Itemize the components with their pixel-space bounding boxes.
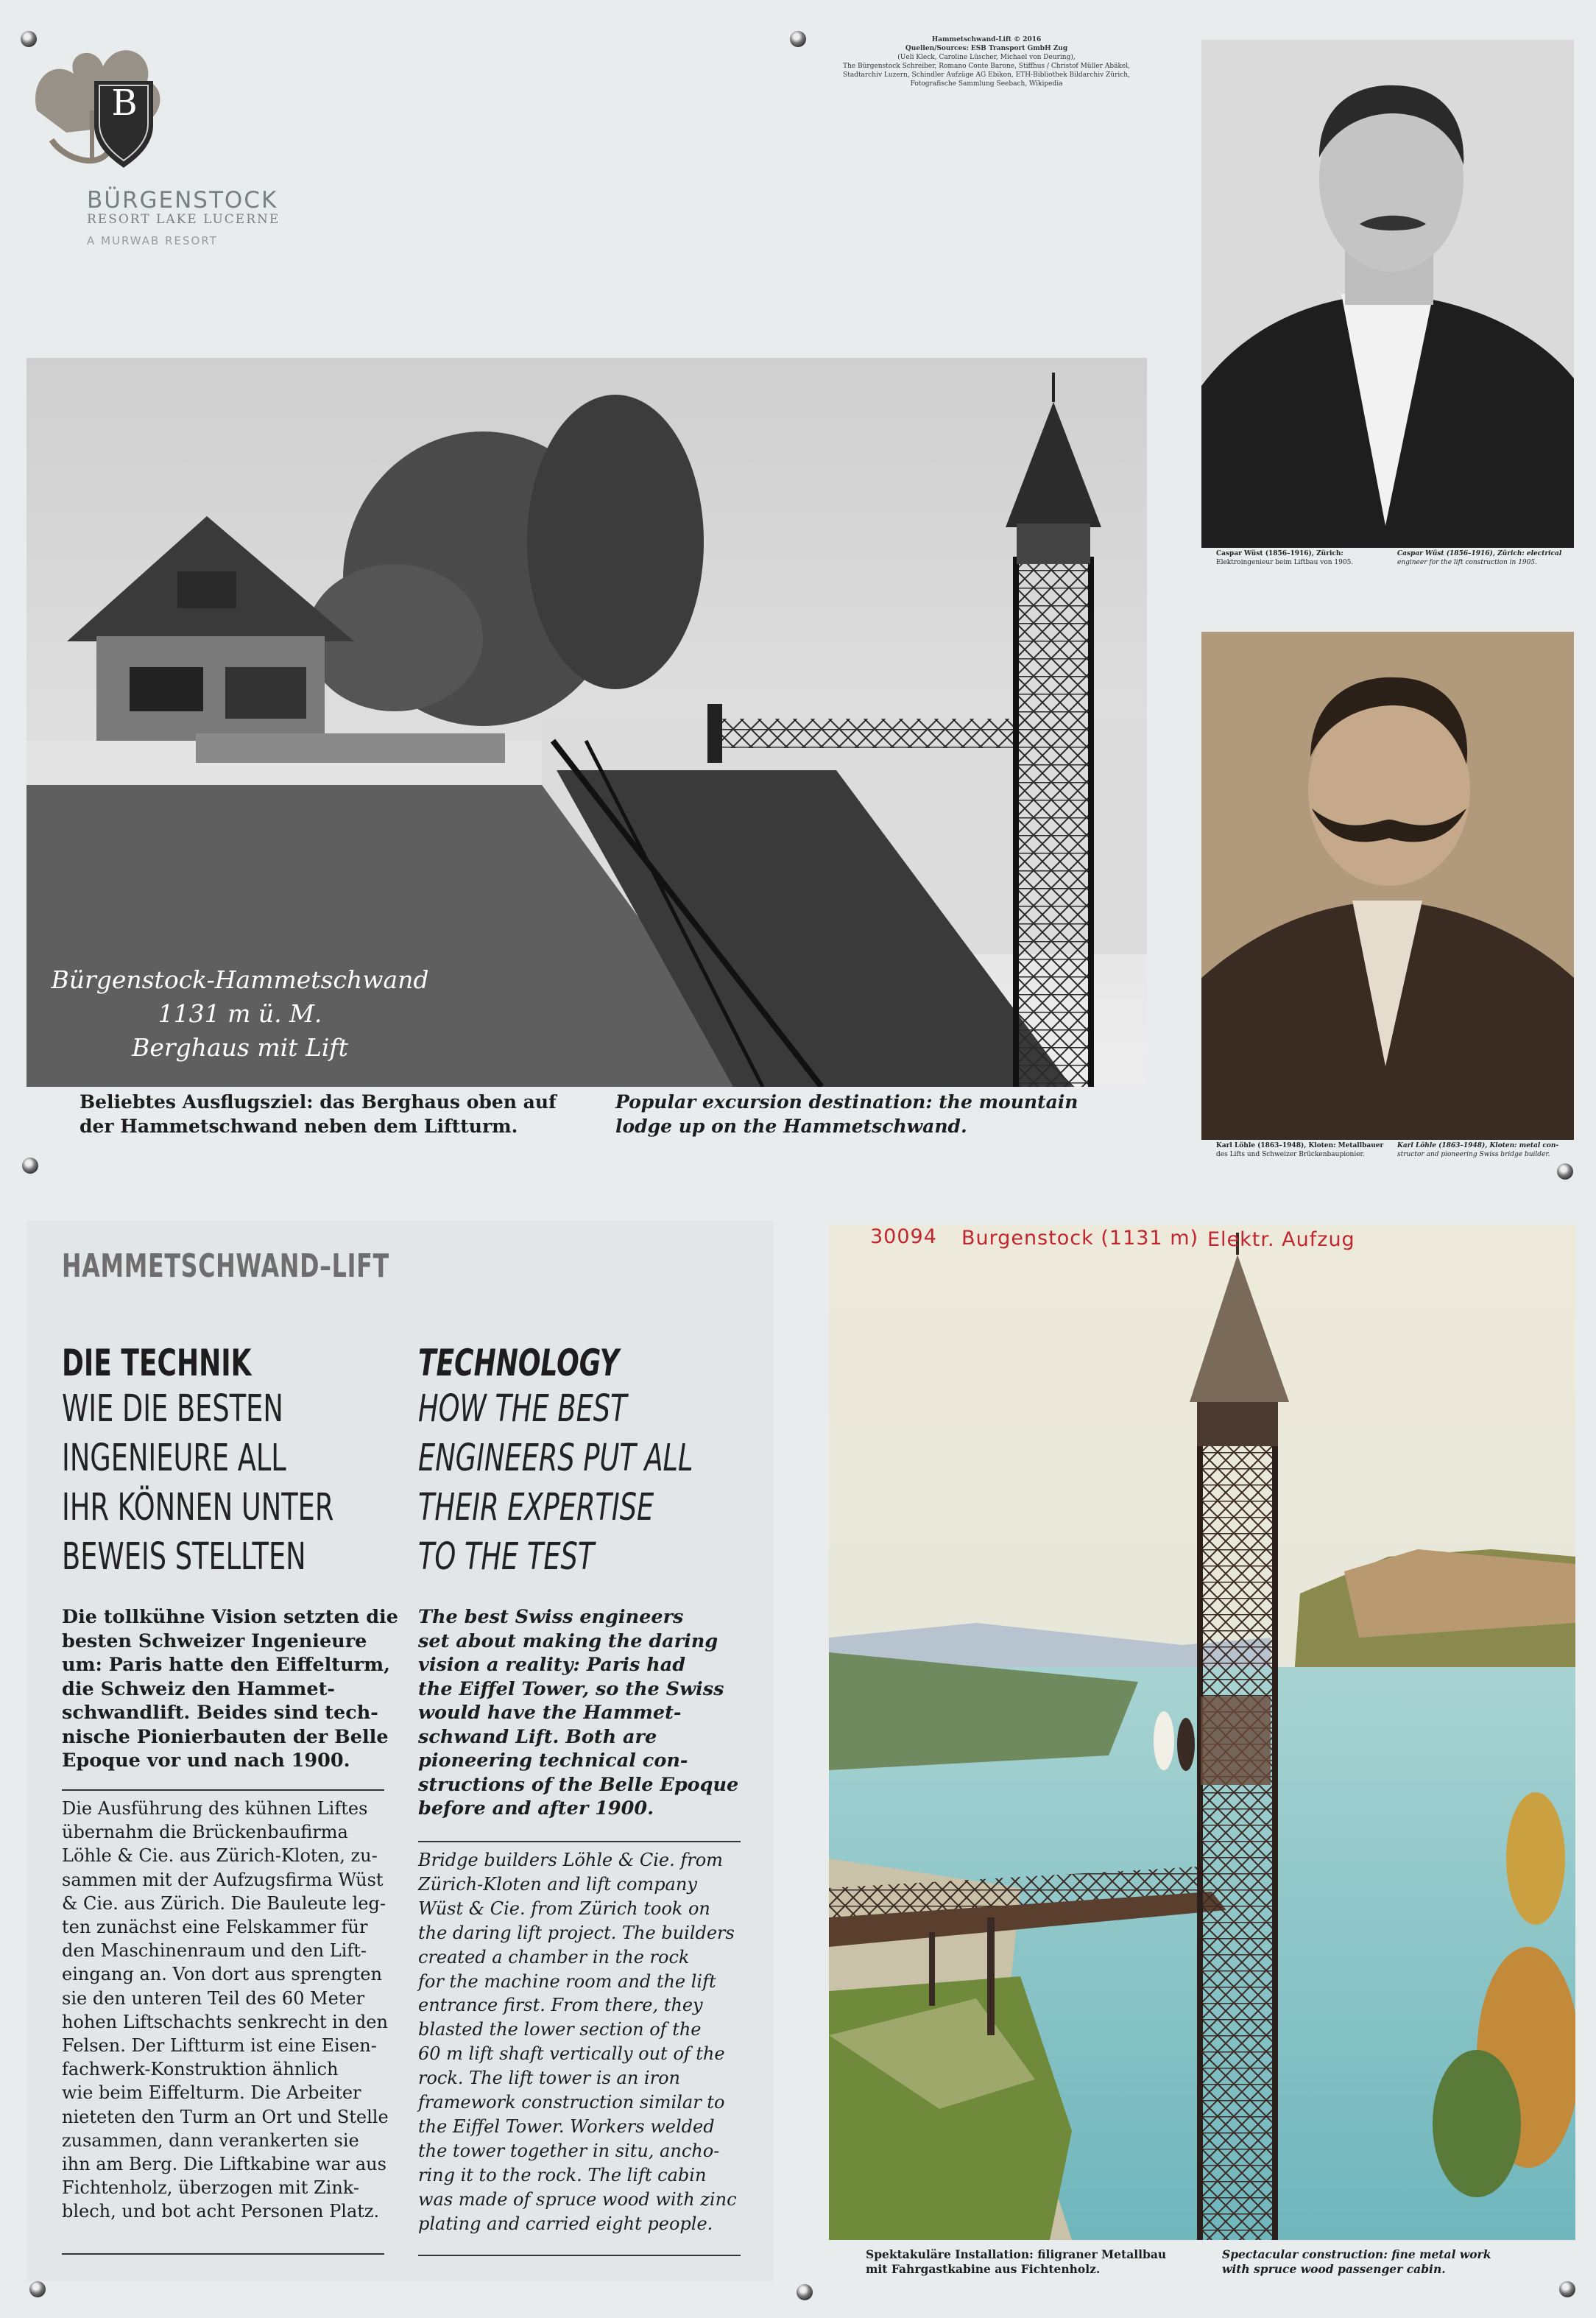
body-line: blech, und bot acht Personen Platz. — [62, 2201, 380, 2222]
body-line: ten zunächst eine Felskammer für — [62, 1917, 368, 1938]
caption-line: mit Fahrgastkabine aus Fichtenholz. — [866, 2262, 1101, 2276]
body-line: Fichtenholz, überzogen mit Zink- — [62, 2177, 360, 2199]
lead-line: Die tollkühne Vision setzten die — [62, 1606, 398, 1628]
lead-line: before and after 1900. — [418, 1797, 654, 1819]
screw-icon — [22, 1158, 38, 1174]
body-line: plating and carried eight people. — [418, 2213, 713, 2234]
lead-line: set about making the daring — [418, 1630, 718, 1652]
postcard-number: 30094 — [870, 1225, 937, 1248]
body-line: & Cie. aus Zürich. Die Bauleute leg- — [62, 1892, 386, 1914]
body-line: Die Ausführung des kühnen Liftes — [62, 1798, 368, 1819]
lead-line: structions of the Belle Epoque — [418, 1773, 739, 1796]
body-line: Felsen. Der Liftturm ist eine Eisen- — [62, 2035, 377, 2057]
body-line: ihn am Berg. Die Liftkabine war aus — [62, 2154, 386, 2175]
body-line: Bridge builders Löhle & Cie. from — [418, 1850, 723, 1870]
caption-line: Karl Löhle (1863–1948), Kloten: metal con- — [1397, 1142, 1559, 1149]
portrait1-caption-en — [1397, 549, 1561, 567]
de-heading: DIE TECHNIK — [62, 1342, 252, 1384]
credits — [825, 35, 1148, 88]
berghaus-photo — [27, 358, 1147, 1087]
lead-line: the Eiffel Tower, so the Swiss — [418, 1677, 724, 1700]
postcard-caption-en — [1222, 2247, 1491, 2277]
portrait2-caption-en — [1397, 1141, 1558, 1159]
credits-line: (Ueli Kleck, Caroline Lüscher, Michael von Deuring), — [897, 54, 1076, 61]
caption-line: Caspar Wüst (1856–1916), Zürich: — [1216, 550, 1343, 557]
body-line: hohen Liftschachts senkrecht in den — [62, 2011, 388, 2032]
section-title: HAMMETSCHWAND–LIFT — [62, 1247, 389, 1285]
caption-line: with spruce wood passenger cabin. — [1222, 2262, 1446, 2276]
de-divider — [62, 1789, 384, 1791]
top-photo-caption-de — [80, 1090, 557, 1138]
body-line: ring it to the rock. The lift cabin — [418, 2164, 707, 2185]
lead-line: would have the Hammet- — [418, 1702, 682, 1724]
caption-line: Caspar Wüst (1856–1916), Zürich: electrical — [1397, 550, 1562, 557]
lead-line: Epoque vor und nach 1900. — [62, 1750, 350, 1772]
credits-line: Quellen/Sources: ESB Transport GmbH Zug — [905, 45, 1068, 52]
postcard-subtitle: Elektr. Aufzug — [1207, 1228, 1355, 1251]
body-line: wie beim Eiffelturm. Die Arbeiter — [62, 2082, 361, 2104]
subheading-line: ENGINEERS PUT ALL — [418, 1437, 693, 1480]
brand-logo — [22, 29, 184, 177]
body-line: fachwerk-Konstruktion ähnlich — [62, 2059, 339, 2080]
body-line: blasted the lower section of the — [418, 2019, 702, 2040]
portrait-karl-loehle — [1201, 632, 1574, 1140]
de-subheading — [62, 1384, 333, 1582]
postcard-title: Burgenstock (1131 m) — [961, 1227, 1199, 1250]
en-lead — [418, 1605, 738, 1821]
brand-sub2: A MURWAB RESORT — [87, 234, 218, 247]
brand-name: BÜRGENSTOCK — [87, 187, 278, 214]
caption-line: Karl Löhle (1863–1948), Kloten: Metallbauer — [1216, 1142, 1384, 1149]
body-line: for the machine room and the lift — [418, 1970, 716, 1992]
credits-line: The Bürgenstock Schreiber, Romano Conte Barone, Stiffhus / Christof Müller Abäkel, — [843, 63, 1130, 70]
lead-line: vision a reality: Paris had — [418, 1654, 686, 1676]
en-body — [418, 1848, 737, 2236]
body-line: 60 m lift shaft vertically out of the — [418, 2043, 725, 2065]
de-lead — [62, 1605, 398, 1773]
postcard-image — [829, 1225, 1575, 2240]
screw-icon — [1559, 2281, 1575, 2297]
caption-line: Spectacular construction: fine metal work — [1222, 2247, 1491, 2261]
en-divider — [418, 1841, 741, 1842]
body-line: the tower together in situ, ancho- — [418, 2140, 720, 2161]
screw-icon — [29, 2281, 46, 2297]
body-line: nieteten den Turm an Ort und Stelle — [62, 2106, 389, 2127]
lead-line: nische Pionierbauten der Belle — [62, 1725, 389, 1748]
credits-line: Fotografische Sammlung Seebach, Wikipedia — [910, 80, 1063, 88]
lead-line: pioneering technical con- — [418, 1750, 688, 1772]
caption-line: Elektroingenieur beim Liftbau von 1905. — [1216, 559, 1354, 566]
body-line: Zürich-Kloten and lift company — [418, 1873, 697, 1895]
body-line: framework construction similar to — [418, 2092, 725, 2113]
caption-line: Popular excursion destination: the mountain — [615, 1091, 1078, 1113]
handwriting-line: Bürgenstock-Hammetschwand — [51, 965, 429, 994]
subheading-line: TO THE TEST — [418, 1535, 595, 1579]
handwriting-line: 1131 m ü. M. — [158, 999, 322, 1028]
credits-line: Stadtarchiv Luzern, Schindler Aufzüge AG Ebikon, ETH-Bibliothek Bildarchiv Zürich, — [843, 71, 1130, 79]
de-body — [62, 1797, 389, 2224]
top-photo-caption-en — [615, 1090, 1078, 1138]
logo-letter: B — [111, 82, 138, 124]
caption-line: structor and pioneering Swiss bridge builder. — [1397, 1151, 1550, 1158]
en-bottom-rule — [418, 2255, 741, 2256]
lead-line: besten Schweizer Ingenieure — [62, 1630, 367, 1652]
caption-line: des Lifts und Schweizer Brückenbaupionier. — [1216, 1151, 1365, 1158]
screw-icon — [797, 2284, 813, 2300]
subheading-line: INGENIEURE ALL — [62, 1437, 286, 1480]
caption-line: Spektakuläre Installation: filigraner Metallbau — [866, 2247, 1167, 2261]
credits-line: Hammetschwand-Lift © 2016 — [931, 36, 1042, 43]
subheading-line: THEIR EXPERTISE — [418, 1486, 654, 1529]
handwriting-line: Berghaus mit Lift — [132, 1033, 348, 1062]
portrait-caspar-wuest — [1201, 40, 1574, 548]
body-line: rock. The lift tower is an iron — [418, 2068, 680, 2089]
body-line: the Eiffel Tower. Workers welded — [418, 2116, 715, 2137]
portrait2-caption-de — [1216, 1141, 1383, 1159]
caption-line: Beliebtes Ausflugsziel: das Berghaus oben auf — [80, 1091, 557, 1113]
lead-line: die Schweiz den Hammet- — [62, 1677, 335, 1700]
caption-line: der Hammetschwand neben dem Liftturm. — [80, 1116, 518, 1137]
screw-icon — [1557, 1163, 1573, 1180]
photo-handwriting — [49, 963, 431, 1065]
en-subheading — [418, 1384, 693, 1582]
screw-icon — [790, 31, 806, 47]
postcard-caption-de — [866, 2247, 1166, 2277]
body-line: created a chamber in the rock — [418, 1946, 690, 1968]
de-bottom-rule — [62, 2253, 384, 2255]
lead-line: schwand Lift. Both are — [418, 1725, 657, 1748]
lead-line: schwandlift. Beides sind tech- — [62, 1702, 378, 1724]
en-heading: TECHNOLOGY — [418, 1342, 619, 1384]
caption-line: lodge up on the Hammetschwand. — [615, 1116, 967, 1137]
body-line: zusammen, dann verankerten sie — [62, 2129, 359, 2151]
subheading-line: BEWEIS STELLTEN — [62, 1535, 306, 1579]
subheading-line: WIE DIE BESTEN — [62, 1387, 283, 1431]
body-line: Löhle & Cie. aus Zürich-Kloten, zu- — [62, 1845, 378, 1867]
body-line: Wüst & Cie. from Zürich took on — [418, 1898, 710, 1919]
lead-line: The best Swiss engineers — [418, 1606, 684, 1628]
body-line: eingang an. Von dort aus sprengten — [62, 1964, 382, 1985]
subheading-line: HOW THE BEST — [418, 1387, 627, 1431]
body-line: the daring lift project. The builders — [418, 1922, 735, 1943]
subheading-line: IHR KÖNNEN UNTER — [62, 1486, 334, 1529]
body-line: entrance first. From there, they — [418, 1995, 703, 2016]
body-line: den Maschinenraum und den Lift- — [62, 1940, 367, 1962]
body-line: sie den unteren Teil des 60 Meter — [62, 1987, 365, 2009]
body-line: sammen mit der Aufzugsfirma Wüst — [62, 1869, 384, 1890]
leaf-crest-icon — [22, 29, 169, 169]
body-line: was made of spruce wood with zinc — [418, 2188, 737, 2210]
portrait1-caption-de — [1216, 549, 1353, 567]
lead-line: um: Paris hatte den Eiffelturm, — [62, 1654, 390, 1676]
caption-line: engineer for the lift construction in 1905. — [1397, 559, 1537, 566]
body-line: übernahm die Brückenbaufirma — [62, 1822, 348, 1843]
brand-sub1: RESORT LAKE LUCERNE — [87, 212, 280, 227]
